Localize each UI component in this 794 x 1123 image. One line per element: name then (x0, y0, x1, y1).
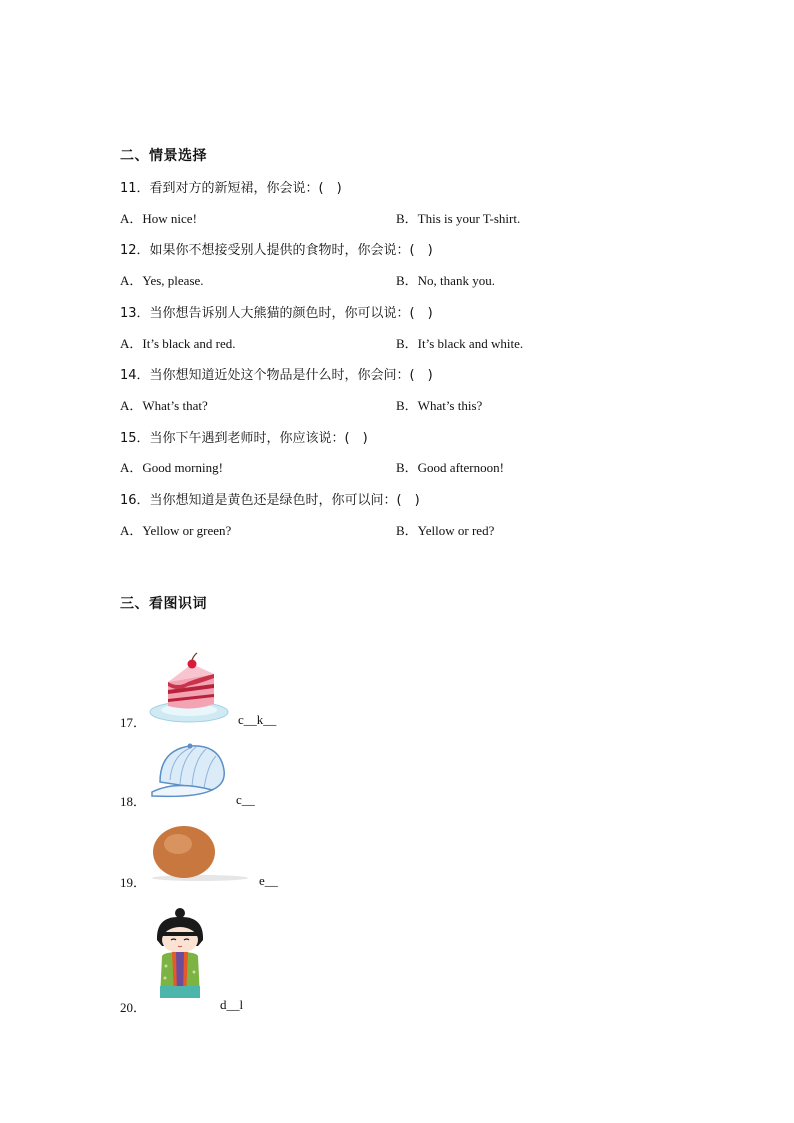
question-11-option-b: B．This is your T-shirt. (396, 211, 521, 226)
question-14-option-b: B．What’s this? (396, 398, 483, 413)
item-20-answer: d__l (220, 997, 244, 1012)
question-12-stem: 12．如果你不想接受别人提供的食物时，你会说：( ) (120, 243, 433, 258)
section-2-title: 二、情景选择 (120, 148, 207, 164)
question-11-option-a: A．How nice! (120, 211, 197, 226)
question-14-option-a: A．What’s that? (120, 398, 208, 413)
question-11-stem: 11．看到对方的新短裙，你会说：( ) (120, 181, 342, 196)
question-16-option-b: B．Yellow or red? (396, 523, 495, 538)
question-13-option-b: B．It’s black and white. (396, 336, 524, 351)
item-18-number: 18． (120, 794, 147, 809)
item-20-number: 20． (120, 1000, 147, 1015)
egg-picture (148, 822, 252, 886)
item-19-number: 19． (120, 875, 147, 890)
item-17-number: 17． (120, 715, 147, 730)
question-15-option-a: A．Good morning! (120, 460, 223, 475)
item-18-answer: c__ (236, 792, 255, 807)
question-15-stem: 15．当你下午遇到老师时，你应该说：( ) (120, 431, 368, 446)
doll-picture (152, 906, 208, 1006)
question-12-option-b: B．No, thank you. (396, 273, 495, 288)
item-17-answer: c__k__ (238, 712, 277, 727)
cake-picture (148, 652, 230, 724)
section-3-title: 三、看图识词 (120, 596, 207, 612)
cap-picture (146, 740, 230, 802)
item-19-answer: e__ (259, 873, 278, 888)
question-13-option-a: A．It’s black and red. (120, 336, 236, 351)
question-15-option-b: B．Good afternoon! (396, 460, 504, 475)
question-13-stem: 13．当你想告诉别人大熊猫的颜色时，你可以说：( ) (120, 306, 433, 321)
question-16-option-a: A．Yellow or green? (120, 523, 232, 538)
question-14-stem: 14．当你想知道近处这个物品是什么时，你会问：( ) (120, 368, 433, 383)
question-16-stem: 16．当你想知道是黄色还是绿色时，你可以问：( ) (120, 493, 420, 508)
question-12-option-a: A．Yes, please. (120, 273, 204, 288)
